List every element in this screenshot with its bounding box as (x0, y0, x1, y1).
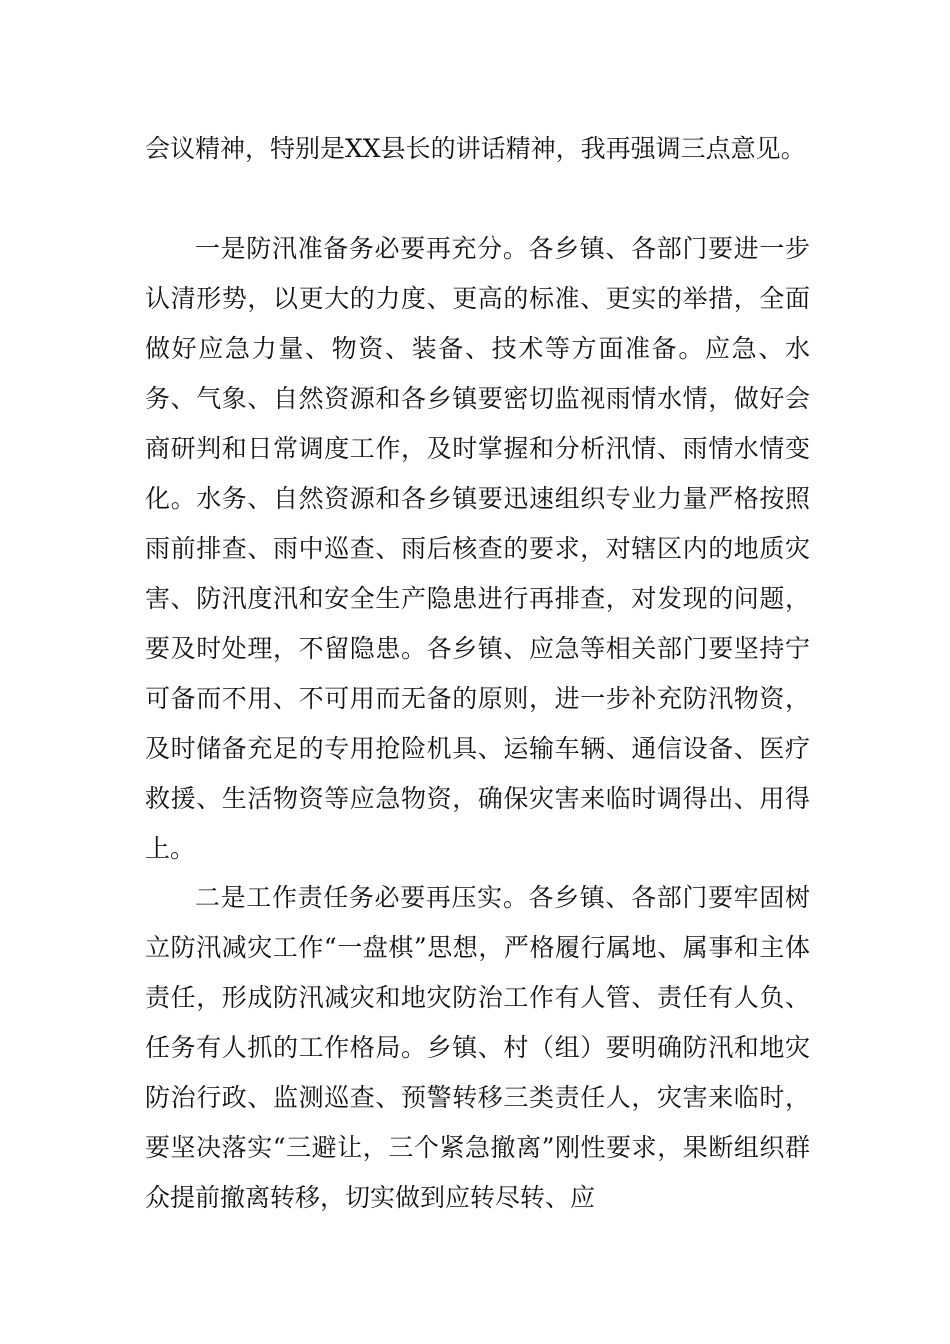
paragraph-text: 会议精神，特别是XX县长的讲话精神，我再强调三点意见。 (145, 134, 806, 163)
paragraph-text: 二是工作责任务必要再压实。各乡镇、各部门要牢固树立防汛减灾工作“一盘棋”思想，严格履行属地、属事和主体责任，形成防汛减灾和地灾防治工作有人管、责任有人负、任务有人抓的工作格局。乡镇、村（组）要明确防汛和地灾防治行政、监测巡查、预警转移三类责任人，灾害来临时，要坚决落实“三避让，三个紧急撤离”刚性要求，果断组织群众提前撤离转移，切实做到应转尽转、应 (145, 883, 810, 1212)
paragraph-text: 一是防汛准备务必要再充分。各乡镇、各部门要进一步认清形势，以更大的力度、更高的标准、更实的举措，全面做好应急力量、物资、装备、技术等方面准备。应急、水务、气象、自然资源和各乡镇要密切监视雨情水情，做好会商研判和日常调度工作，及时掌握和分析汛情、雨情水情变化。水务、自然资源和各乡镇要迅速组织专业力量严格按照雨前排查、雨中巡查、雨后核查的要求，对辖区内的地质灾害、防汛度汛和安全生产隐患进行再排查，对发现的问题，要及时处理，不留隐患。各乡镇、应急等相关部门要坚持宁可备而不用、不可用而无备的原则，进一步补充防汛物资，及时储备充足的专用抢险机具、运输车辆、通信设备、医疗救援、生活物资等应急物资，确保灾害来临时调得出、用得上。 (145, 234, 810, 863)
paragraph-continuation (145, 124, 810, 174)
paragraph-flood-preparation (145, 224, 810, 874)
paragraph-work-responsibility (145, 873, 810, 1223)
